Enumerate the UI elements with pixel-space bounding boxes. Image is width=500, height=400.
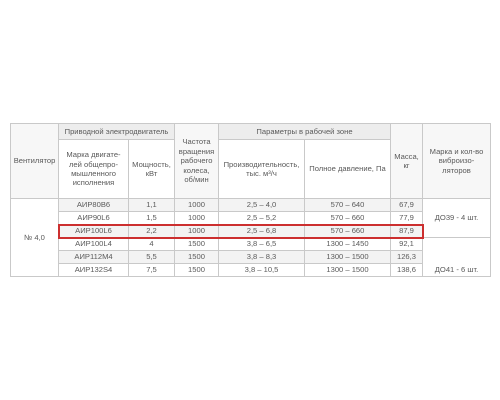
header-rotation-speed: Частота вращения рабочего колеса, об/мин xyxy=(175,124,219,199)
power-cell: 1,1 xyxy=(129,199,175,212)
mass-cell: 87,9 xyxy=(391,225,423,238)
power-cell: 2,2 xyxy=(129,225,175,238)
productivity-cell: 3,8 – 10,5 xyxy=(219,264,305,277)
pressure-cell: 570 – 640 xyxy=(305,199,391,212)
speed-cell: 1500 xyxy=(175,251,219,264)
fan-spec-table xyxy=(10,123,491,277)
table-row xyxy=(11,264,491,277)
header-fan: Вентилятор xyxy=(11,124,59,199)
productivity-cell: 3,8 – 6,5 xyxy=(219,238,305,251)
pressure-cell: 1300 – 1450 xyxy=(305,238,391,251)
power-cell: 4 xyxy=(129,238,175,251)
fan-label: № 4,0 xyxy=(11,199,59,277)
productivity-cell: 2,5 – 4,0 xyxy=(219,199,305,212)
motor-cell: АИР90L6 xyxy=(59,212,129,225)
header-power: Мощность, кВт xyxy=(129,140,175,199)
motor-cell: АИР80В6 xyxy=(59,199,129,212)
mass-cell: 92,1 xyxy=(391,238,423,251)
table-row xyxy=(11,251,491,264)
productivity-cell: 2,5 – 5,2 xyxy=(219,212,305,225)
table-row xyxy=(11,238,491,251)
fan-spec-table-wrapper xyxy=(10,123,490,277)
table-row-highlighted xyxy=(11,225,491,238)
mass-cell: 138,6 xyxy=(391,264,423,277)
header-vibro-isolators: Марка и кол-во виброизо-ляторов xyxy=(423,124,491,199)
header-working-params: Параметры в рабочей зоне xyxy=(219,124,391,140)
speed-cell: 1000 xyxy=(175,225,219,238)
speed-cell: 1000 xyxy=(175,212,219,225)
speed-cell: 1500 xyxy=(175,264,219,277)
vibro-isolator-group-2-label: ДО41 - 6 шт. xyxy=(434,264,479,274)
header-drive-motor: Приводной электродвигатель xyxy=(59,124,175,140)
header-mass: Масса, кг xyxy=(391,124,423,199)
header-motor-brand: Марка двигате-лей общепро-мышленного исполнения xyxy=(59,140,129,199)
motor-cell: АИР112М4 xyxy=(59,251,129,264)
table-row xyxy=(11,199,491,212)
speed-cell: 1500 xyxy=(175,238,219,251)
header-full-pressure: Полное давление, Па xyxy=(305,140,391,199)
mass-cell: 77,9 xyxy=(391,212,423,225)
pressure-cell: 1300 – 1500 xyxy=(305,264,391,277)
vibro-isolator-group-2 xyxy=(423,238,491,277)
motor-cell: АИР132S4 xyxy=(59,264,129,277)
vibro-isolator-group-1: ДО39 - 4 шт. xyxy=(423,199,491,238)
power-cell: 1,5 xyxy=(129,212,175,225)
pressure-cell: 570 – 660 xyxy=(305,225,391,238)
productivity-cell: 2,5 – 6,8 xyxy=(219,225,305,238)
pressure-cell: 1300 – 1500 xyxy=(305,251,391,264)
mass-cell: 67,9 xyxy=(391,199,423,212)
speed-cell: 1000 xyxy=(175,199,219,212)
power-cell: 5,5 xyxy=(129,251,175,264)
motor-cell: АИР100L6 xyxy=(59,225,129,238)
pressure-cell: 570 – 660 xyxy=(305,212,391,225)
header-productivity: Производительность, тыс. м³/ч xyxy=(219,140,305,199)
power-cell: 7,5 xyxy=(129,264,175,277)
productivity-cell: 3,8 – 8,3 xyxy=(219,251,305,264)
table-row xyxy=(11,212,491,225)
mass-cell: 126,3 xyxy=(391,251,423,264)
motor-cell: АИР100L4 xyxy=(59,238,129,251)
